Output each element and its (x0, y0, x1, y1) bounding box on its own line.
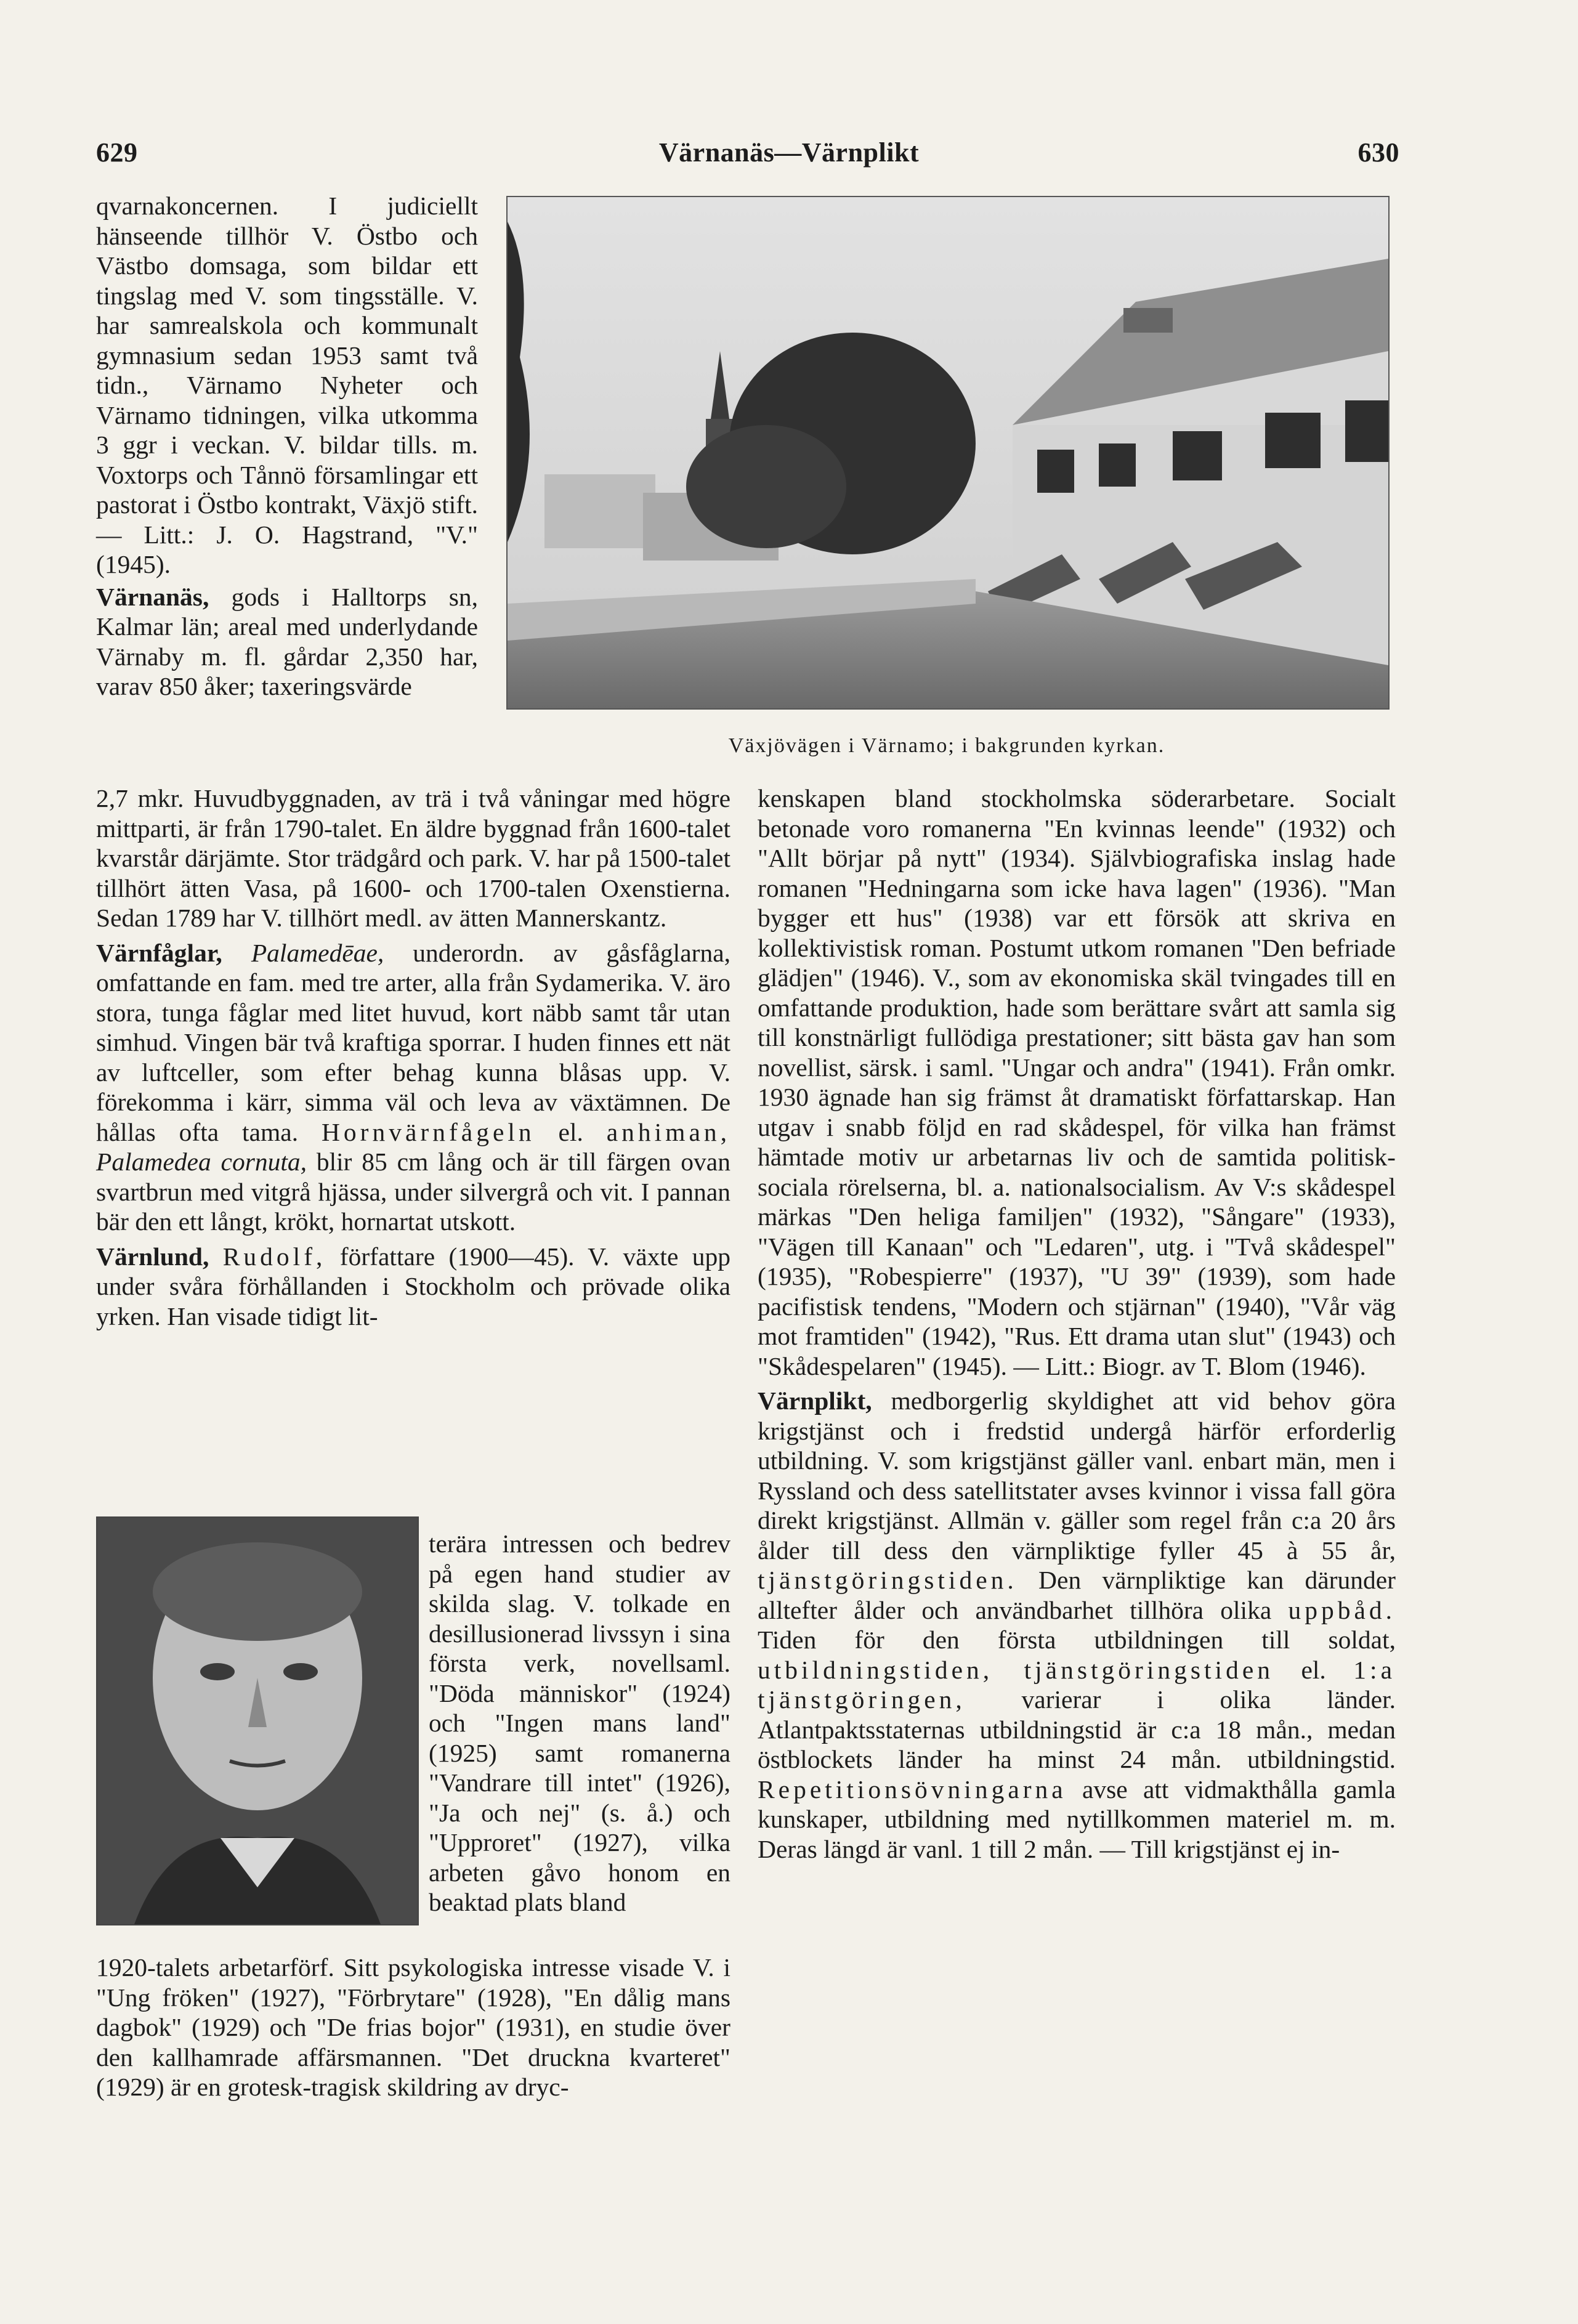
street-photo (506, 196, 1390, 710)
headword-varnfaglar: Värnfåglar, (96, 938, 222, 967)
page-number-right: 630 (1357, 137, 1399, 168)
spaced-term: anhiman, (606, 1117, 731, 1146)
entry-text: författare (1900—45). V. växte upp under svåra förhållanden i Stockholm och prövade olika yrken. Han visade tidigt lit- (96, 1242, 730, 1330)
latin-name: Palamedea cornuta, (96, 1148, 307, 1176)
headword-varnplikt: Värnplikt, (758, 1387, 872, 1415)
spaced-term: uppbåd. (1288, 1595, 1396, 1624)
entry-text: gods i Halltorps sn, Kalmar län; areal med underlydande Värnaby m. fl. gårdar 2,350 har, varav 850 åker; taxeringsvärde (96, 582, 478, 700)
left-column-main (96, 783, 730, 1331)
entry-text: Den värnpliktige kan därunder alltefter ålder och användbarhet tillhöra olika (758, 1566, 1396, 1624)
running-title: Värnanäs—Värnplikt (658, 137, 920, 168)
entry-varnfaglar (96, 938, 730, 1237)
entry-text: avse att vidmakthålla gamla kunskaper, utbildning med nytillkommen materiel m. m. Deras längd är vanl. 1 till 2 mån. — Till krigstjänst ej in- (758, 1775, 1396, 1863)
headword-varnlund: Värnlund, (96, 1242, 209, 1271)
entry-varnplikt (758, 1386, 1396, 1864)
spaced-term: utbildningstiden, tjänstgöringstiden (758, 1655, 1274, 1684)
entry-text: blir 85 cm lång och är till färgen ovan svartbrun med vitgrå hjässa, under silvergrå och vit. I pannan bär den ett långt, krökt, hornartat utskott. (96, 1148, 730, 1236)
entry-text: medborgerlig skyldighet att vid behov göra krigstjänst och i fredstid undergå härför erforderlig utbildning. V. som krigstjänst gäller vanl. enbart män, men i Ryssland och dess satellitstater avses kvinnor i vissa fall göra direkt krigstjänst. Allmän v. gäller som regel från c:a 20 års ålder till dess den värnpliktige fyller 45 à 55 år, (758, 1387, 1396, 1565)
spaced-term: Hornvärnfågeln (321, 1117, 535, 1146)
entry-varnanas-cont: 2,7 mkr. Huvudbyggnaden, av trä i två våningar med högre mittparti, är från 1790-talet. En äldre byggnad från 1600-talet kvarstår därjämte. Stor trädgård och park. V. har på 1500-talet tillhört ätten Vasa, på 1600- och 1700-talen Oxenstierna. Sedan 1789 har V. tillhört medl. av ätten Mannerskantz. (96, 784, 730, 932)
paragraph: qvarnakoncernen. I judiciellt hänseende tillhör V. Östbo och Västbo domsaga, som bildar ett tingslag med V. som tingsställe. V. har samrealskola och kommunalt gymnasium sedan 1953 samt två tidn., Värnamo Nyheter och Värnamo tidningen, vilka utkomma 3 ggr i veckan. V. bildar tills. m. Voxtorps och Tånnö församlingar ett pastorat i Östbo kontrakt, Växjö stift. — Litt.: J. O. Hagstrand, "V." (1945). (96, 192, 478, 578)
entry-varnlund (96, 1242, 730, 1332)
entry-text: varierar i olika länder. Atlantpaktsstaternas utbildningstid är c:a 18 mån., medan östblockets länder ha minst 24 mån. utbildningstid. (758, 1685, 1396, 1773)
left-column-bottom (96, 1953, 730, 2102)
page-number-left: 629 (96, 137, 138, 168)
latin-name: Palamedēae, (251, 938, 384, 967)
entry-text: 1920-talets arbetarförf. Sitt psykologiska intresse visade V. i "Ung fröken" (1927), "Förbrytare" (1928), "En dålig mans dagbok" (1929) och "De frias bojor" (1931), en studie över den kallhamrade affärsmannen. "Det druckna kvarteret" (1929) är en grotesk-tragisk skildring av dryc- (96, 1953, 730, 2101)
person-forename: Rudolf, (222, 1242, 326, 1271)
portrait-photo (96, 1516, 419, 1925)
entry-varnamo-continued (96, 191, 478, 702)
entry-text: terära intressen och bedrev på egen hand studier av skilda slag. V. tolkade en desillusionerad livssyn i sina första verk, novellsaml. "Döda människor" (1924) och "Ingen mans land" (1925) samt romanerna "Vandrare till intet" (1926), "Ja och nej" (s. å.) och "Upproret" (1927), vilka arbeten gåvo honom en beaktad plats bland (429, 1529, 730, 1916)
entry-text: el. (1274, 1655, 1354, 1684)
spaced-term: 1:a tjänstgöringen, (758, 1655, 1396, 1714)
entry-text: underordn. av gåsfåglarna, omfattande en fam. med tre arter, alla från Sydamerika. V. äro stora, tunga fåglar med litet huvud, kort näbb samt tår utan simhud. Vingen bär två kraftiga sporrar. I huden finnes ett nät av luftceller, som efter behag kunna blåsas upp. V. förekomma i kärr, simma väl och leva av växtämnen. De hållas ofta tama. (96, 938, 731, 1146)
figure-caption: Växjövägen i Värnamo; i bakgrunden kyrkan. (728, 734, 1165, 757)
entry-text: Tiden för den första utbildningen till soldat, (758, 1626, 1396, 1654)
wrapped-text-beside-portrait (429, 1529, 730, 1917)
entry-varnlund-cont: kenskapen bland stockholmska söderarbetare. Socialt betonade voro romanerna "En kvinnas leende" (1932) och "Allt börjar på nytt" (1934). Självbiografiska inslag hade romanen "Hedningarna som icke hava lagen" (1936). "Man bygger ett hus" (1938) var ett försök att skriva en kollektivistisk roman. Postumt utkom romanen "Den befriade glädjen" (1946). V., som av ekonomiska skäl tvingades till en omfattande produktion, hade som berättare svårt att samla sig till konstnärligt fullödiga prestationer; sitt bästa gav han som novellist, särsk. i saml. "Ungar och andra" (1941). Från omkr. 1930 ägnade han sig främst åt dramatiskt författarskap. Han utgav i snabb följd en rad skådespel, för vilka han främst hämtade motiv ur arbetarnas liv och de samtida politisk-sociala rörelserna, bl. a. nationalsocialism. Av V:s skådespel märkas "Den heliga familjen" (1932), "Sångare" (1933), "Vägen till Kanaan" och "Ledaren", utg. i "Två skådespel" (1935), "Robespierre" (1937), "U 39" (1939), som hade pacifistisk tendens, "Modern och stjärnan" (1940), "Vår väg mot framtiden" (1942), "Rus. Ett drama utan slut" (1943) och "Skådespelaren" (1945). — Litt.: Biogr. av T. Blom (1946). (758, 784, 1396, 1380)
spaced-term: tjänstgöringstiden. (758, 1566, 1018, 1594)
entry-varnanas-start (96, 582, 478, 702)
spaced-term: Repetitionsövningarna (758, 1775, 1067, 1804)
entry-text: el. (535, 1117, 607, 1146)
headword-varnanas: Värnanäs, (96, 582, 209, 611)
right-column (758, 783, 1396, 1864)
